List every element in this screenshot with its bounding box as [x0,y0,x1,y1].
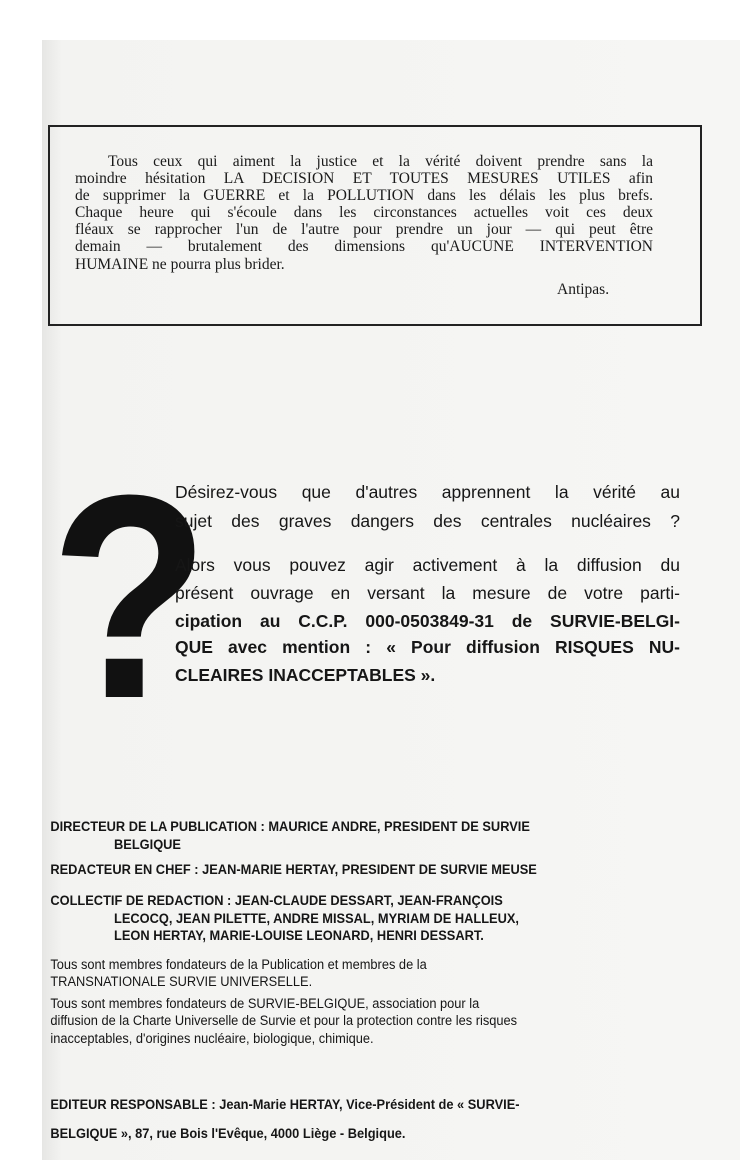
question-mark-graphic: ? [50,435,210,759]
publisher-line: EDITEUR RESPONSABLE : Jean-Marie HERTAY, Vice-Président de « SURVIE- [50,1097,520,1112]
credit-line: diffusion de la Charte Universelle de Survie et pour la protection contre les risques [50,1013,518,1028]
quote-line: moindre hésitation LA DECISION ET TOUTES MESURES UTILES afin [75,170,653,187]
quote-line: Tous ceux qui aiment la justice et la vérité doivent prendre sans la [108,153,653,170]
quote-signature: Antipas. [557,281,610,298]
appeal-line: Alors vous pouvez agir activement à la diffusion du [175,555,680,575]
quote-line: Chaque heure qui s'écoule dans les circonstances actuelles voit ces deux [75,204,653,221]
quote-line: demain — brutalement des dimensions qu'AUCUNE INTERVENTION [75,238,653,255]
credit-line: BELGIQUE [114,837,181,852]
quote-line: de supprimer la GUERRE et la POLLUTION dans les délais les plus brefs. [75,187,653,204]
appeal-line: cipation au C.C.P. 000-0503849-31 de SURVIE-BELGI- [175,611,680,631]
credit-line: LEON HERTAY, MARIE-LOUISE LEONARD, HENRI DESSART. [114,928,484,943]
appeal-line: Désirez-vous que d'autres apprennent la vérité au [175,482,680,502]
publisher-line: BELGIQUE », 87, rue Bois l'Evêque, 4000 Liège - Belgique. [50,1126,406,1141]
credit-line: COLLECTIF DE REDACTION : JEAN-CLAUDE DESSART, JEAN-FRANÇOIS [50,893,503,908]
appeal-line: CLEAIRES INACCEPTABLES ». [175,665,436,685]
credit-line: Tous sont membres fondateurs de la Publication et membres de la [50,957,427,972]
credit-line: REDACTEUR EN CHEF : JEAN-MARIE HERTAY, PRESIDENT DE SURVIE MEUSE [50,862,537,877]
credit-line: Tous sont membres fondateurs de SURVIE-BELGIQUE, association pour la [50,996,480,1011]
quote-line: fléaux se rapprocher l'un de l'autre pour prendre un jour — qui peut être [75,221,653,238]
credit-line: inacceptables, d'origines nucléaire, biologique, chimique. [50,1031,374,1046]
appeal-line: présent ouvrage en versant la mesure de votre parti- [175,583,680,603]
appeal-line: QUE avec mention : « Pour diffusion RISQUES NU- [175,637,680,657]
credit-line: LECOCQ, JEAN PILETTE, ANDRE MISSAL, MYRIAM DE HALLEUX, [114,911,519,926]
credit-line: DIRECTEUR DE LA PUBLICATION : MAURICE ANDRE, PRESIDENT DE SURVIE [50,819,530,834]
appeal-line: sujet des graves dangers des centrales nucléaires ? [175,511,680,531]
quote-line: HUMAINE ne pourra plus brider. [75,256,285,273]
credit-line: TRANSNATIONALE SURVIE UNIVERSELLE. [50,974,313,989]
